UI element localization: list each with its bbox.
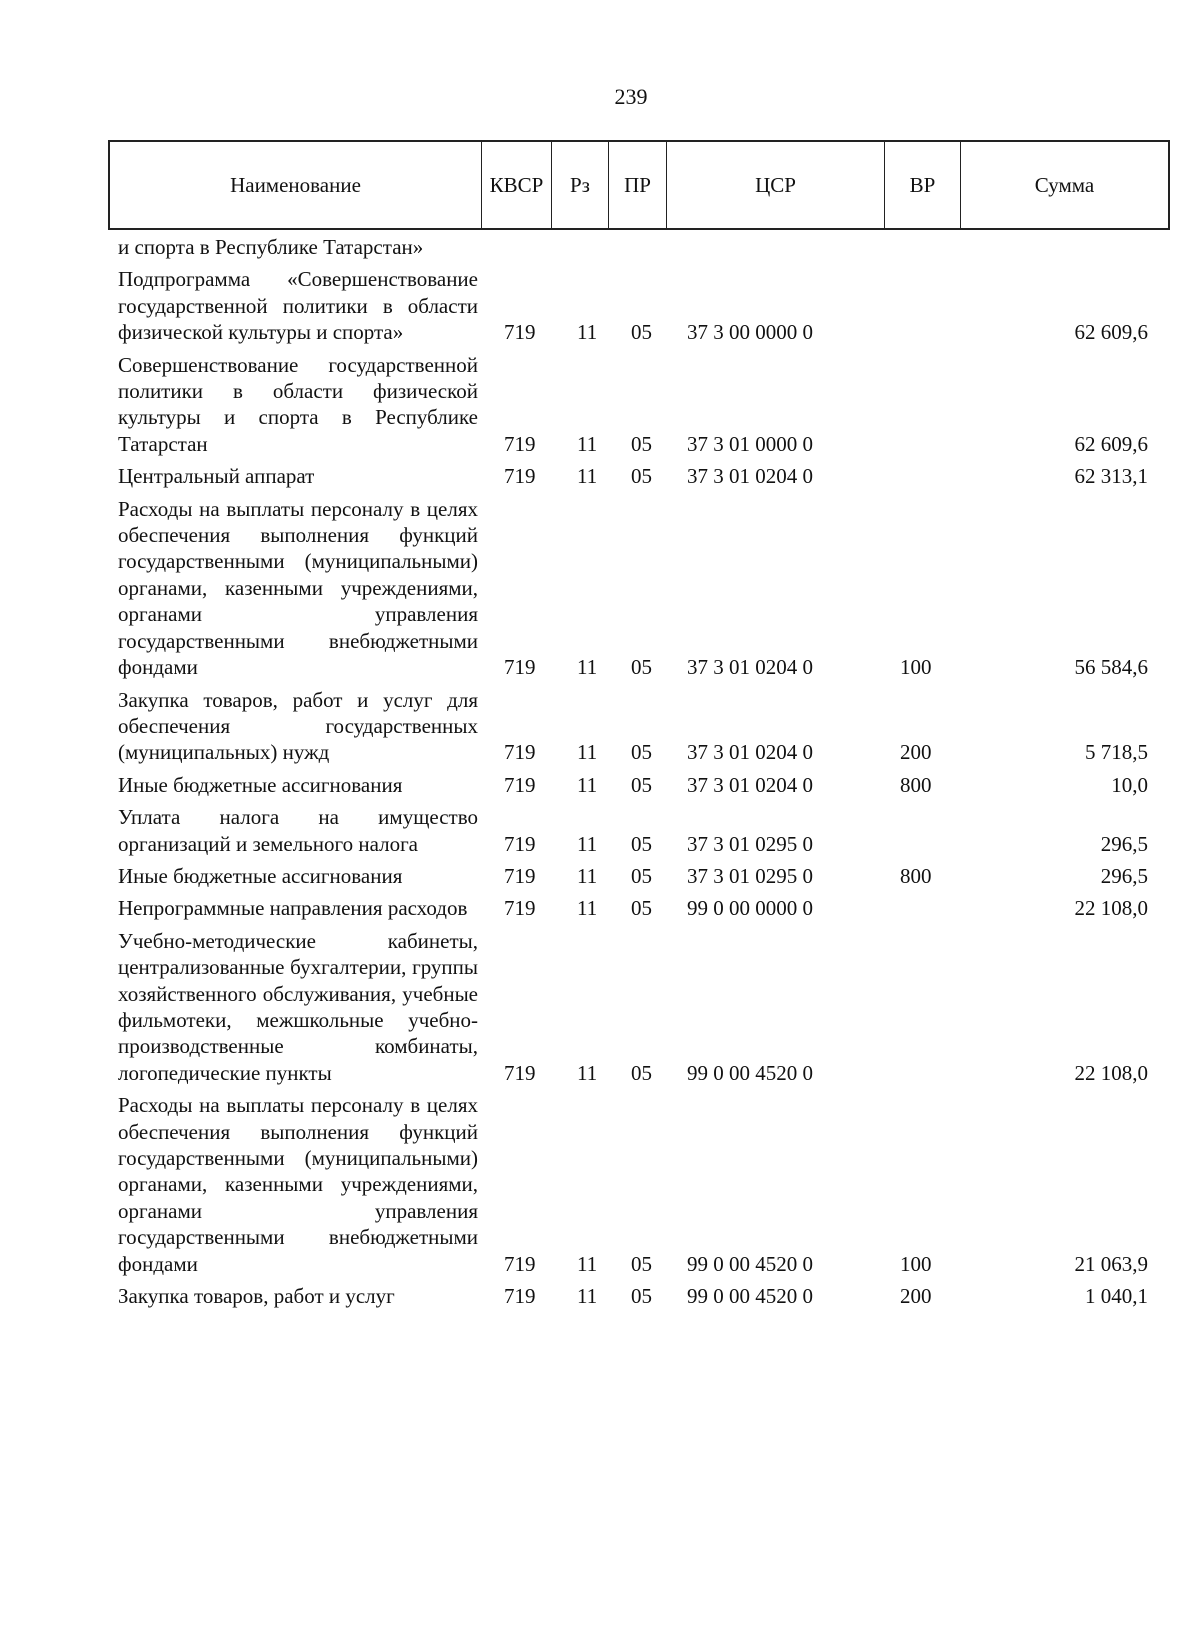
- row-csr: 99 0 00 4520 0: [687, 1060, 813, 1085]
- row-pr: 05: [631, 320, 652, 345]
- row-name: Уплата налога на имущество организаций и земельного налога: [118, 805, 478, 856]
- page-number: 239: [614, 84, 648, 109]
- row-kvsr: 719: [504, 655, 536, 680]
- table-row: [108, 352, 1170, 458]
- row-name: и спорта в Республике Татарстан»: [118, 235, 424, 259]
- row-pr: 05: [631, 655, 652, 680]
- row-name: Иные бюджетные ассигнования: [118, 863, 403, 888]
- row-kvsr: 719: [504, 320, 536, 345]
- row-rz: 11: [577, 1251, 598, 1276]
- row-rz: 11: [577, 863, 598, 888]
- row-kvsr: 719: [504, 831, 536, 856]
- row-kvsr: 719: [504, 772, 536, 797]
- table-row: [108, 266, 1170, 345]
- row-rz: 11: [577, 431, 598, 456]
- row-name: Закупка товаров, работ и услуг: [118, 1284, 395, 1309]
- row-name: Непрограммные направления расходов: [118, 896, 468, 921]
- row-pr: 05: [631, 896, 652, 921]
- row-pr: 05: [631, 464, 652, 489]
- header-sum: Сумма: [1034, 172, 1095, 197]
- table-row: [108, 1092, 1170, 1277]
- row-vr: 100: [900, 1251, 932, 1276]
- row-sum: 62 313,1: [1074, 464, 1148, 489]
- row-kvsr: 719: [504, 431, 536, 456]
- row-rz: 11: [577, 655, 598, 680]
- row-sum: 62 609,6: [1074, 320, 1148, 345]
- row-csr: 37 3 01 0000 0: [687, 431, 813, 456]
- row-rz: 11: [577, 896, 598, 921]
- row-csr: 37 3 01 0204 0: [687, 655, 813, 680]
- row-name: Закупка товаров, работ и услуг для обеспечения государственных (муниципальных) нужд: [118, 687, 478, 765]
- row-vr: 200: [900, 740, 932, 765]
- row-kvsr: 719: [504, 740, 536, 765]
- row-kvsr: 719: [504, 863, 536, 888]
- table-row: [108, 1283, 1170, 1309]
- row-pr: 05: [631, 1251, 652, 1276]
- row-name: Расходы на выплаты персоналу в целях обеспечения выполнения функций государственными (муниципальными) органами, казенными учреждениями, органами управления государственными внебюджетными фондами: [118, 496, 478, 680]
- row-kvsr: 719: [504, 1060, 536, 1085]
- row-sum: 56 584,6: [1074, 655, 1148, 680]
- row-pr: 05: [631, 431, 652, 456]
- header-pr: ПР: [609, 142, 667, 228]
- row-name: Центральный аппарат: [118, 464, 315, 489]
- header-vr: ВР: [885, 142, 961, 228]
- row-csr: 37 3 01 0295 0: [687, 831, 813, 856]
- row-kvsr: 719: [504, 464, 536, 489]
- row-csr: 99 0 00 4520 0: [687, 1251, 813, 1276]
- row-csr: 37 3 01 0204 0: [687, 740, 813, 765]
- row-csr: 37 3 00 0000 0: [687, 320, 813, 345]
- row-name: Расходы на выплаты персоналу в целях обеспечения выполнения функций государственными (муниципальными) органами, казенными учреждениями, органами управления государственными внебюджетными фондами: [118, 1093, 478, 1276]
- row-name: Иные бюджетные ассигнования: [118, 772, 403, 797]
- row-csr: 99 0 00 0000 0: [687, 896, 813, 921]
- table-row: [108, 928, 1170, 1086]
- header-rz: Рз: [552, 142, 609, 228]
- row-rz: 11: [577, 1284, 598, 1309]
- row-name: Совершенствование государственной политики в области физической культуры и спорта в Республике Татарстан: [118, 352, 478, 456]
- row-kvsr: 719: [504, 1251, 536, 1276]
- table-row: [108, 463, 1170, 489]
- row-sum: 296,5: [1100, 863, 1148, 888]
- row-pr: 05: [631, 1284, 652, 1309]
- row-pr: 05: [631, 772, 652, 797]
- row-csr: 37 3 01 0295 0: [687, 863, 813, 888]
- row-rz: 11: [577, 320, 598, 345]
- row-vr: 800: [900, 863, 932, 888]
- row-kvsr: 719: [504, 896, 536, 921]
- row-vr: 800: [900, 772, 932, 797]
- row-sum: 22 108,0: [1074, 1060, 1148, 1085]
- row-pr: 05: [631, 831, 652, 856]
- row-vr: 200: [900, 1284, 932, 1309]
- row-csr: 37 3 01 0204 0: [687, 464, 813, 489]
- row-rz: 11: [577, 772, 598, 797]
- row-name: Учебно-методические кабинеты, централизованные бухгалтерии, группы хозяйственного обслуживания, учебные фильмотеки, межшкольные учебно-производственные комбинаты, логопедические пункты: [118, 928, 478, 1085]
- row-rz: 11: [577, 1060, 598, 1085]
- table-body: [108, 234, 1170, 1309]
- row-sum: 10,0: [1111, 772, 1148, 797]
- row-csr: 99 0 00 4520 0: [687, 1284, 813, 1309]
- table-row: [108, 895, 1170, 921]
- header-kvsr: КВСР: [482, 142, 552, 228]
- row-rz: 11: [577, 740, 598, 765]
- table-row: [108, 496, 1170, 681]
- row-sum: 5 718,5: [1085, 740, 1148, 765]
- row-sum: 22 108,0: [1074, 896, 1148, 921]
- header-name: Наименование: [110, 142, 482, 228]
- table-row: [108, 772, 1170, 798]
- table-row: [108, 687, 1170, 766]
- table-row: [108, 804, 1170, 857]
- row-pr: 05: [631, 863, 652, 888]
- row-pr: 05: [631, 740, 652, 765]
- row-rz: 11: [577, 464, 598, 489]
- header-csr: ЦСР: [667, 142, 885, 228]
- row-name: Подпрограмма «Совершенствование государственной политики в области физической культуры и спорта»: [118, 267, 478, 345]
- row-sum: 21 063,9: [1074, 1251, 1148, 1276]
- table-header: [108, 140, 1170, 230]
- row-sum: 1 040,1: [1085, 1284, 1148, 1309]
- row-csr: 37 3 01 0204 0: [687, 772, 813, 797]
- row-pr: 05: [631, 1060, 652, 1085]
- row-vr: 100: [900, 655, 932, 680]
- row-sum: 62 609,6: [1074, 431, 1148, 456]
- row-sum: 296,5: [1100, 831, 1148, 856]
- table-row: [108, 863, 1170, 889]
- row-kvsr: 719: [504, 1284, 536, 1309]
- table-row: [108, 234, 1170, 260]
- row-rz: 11: [577, 831, 598, 856]
